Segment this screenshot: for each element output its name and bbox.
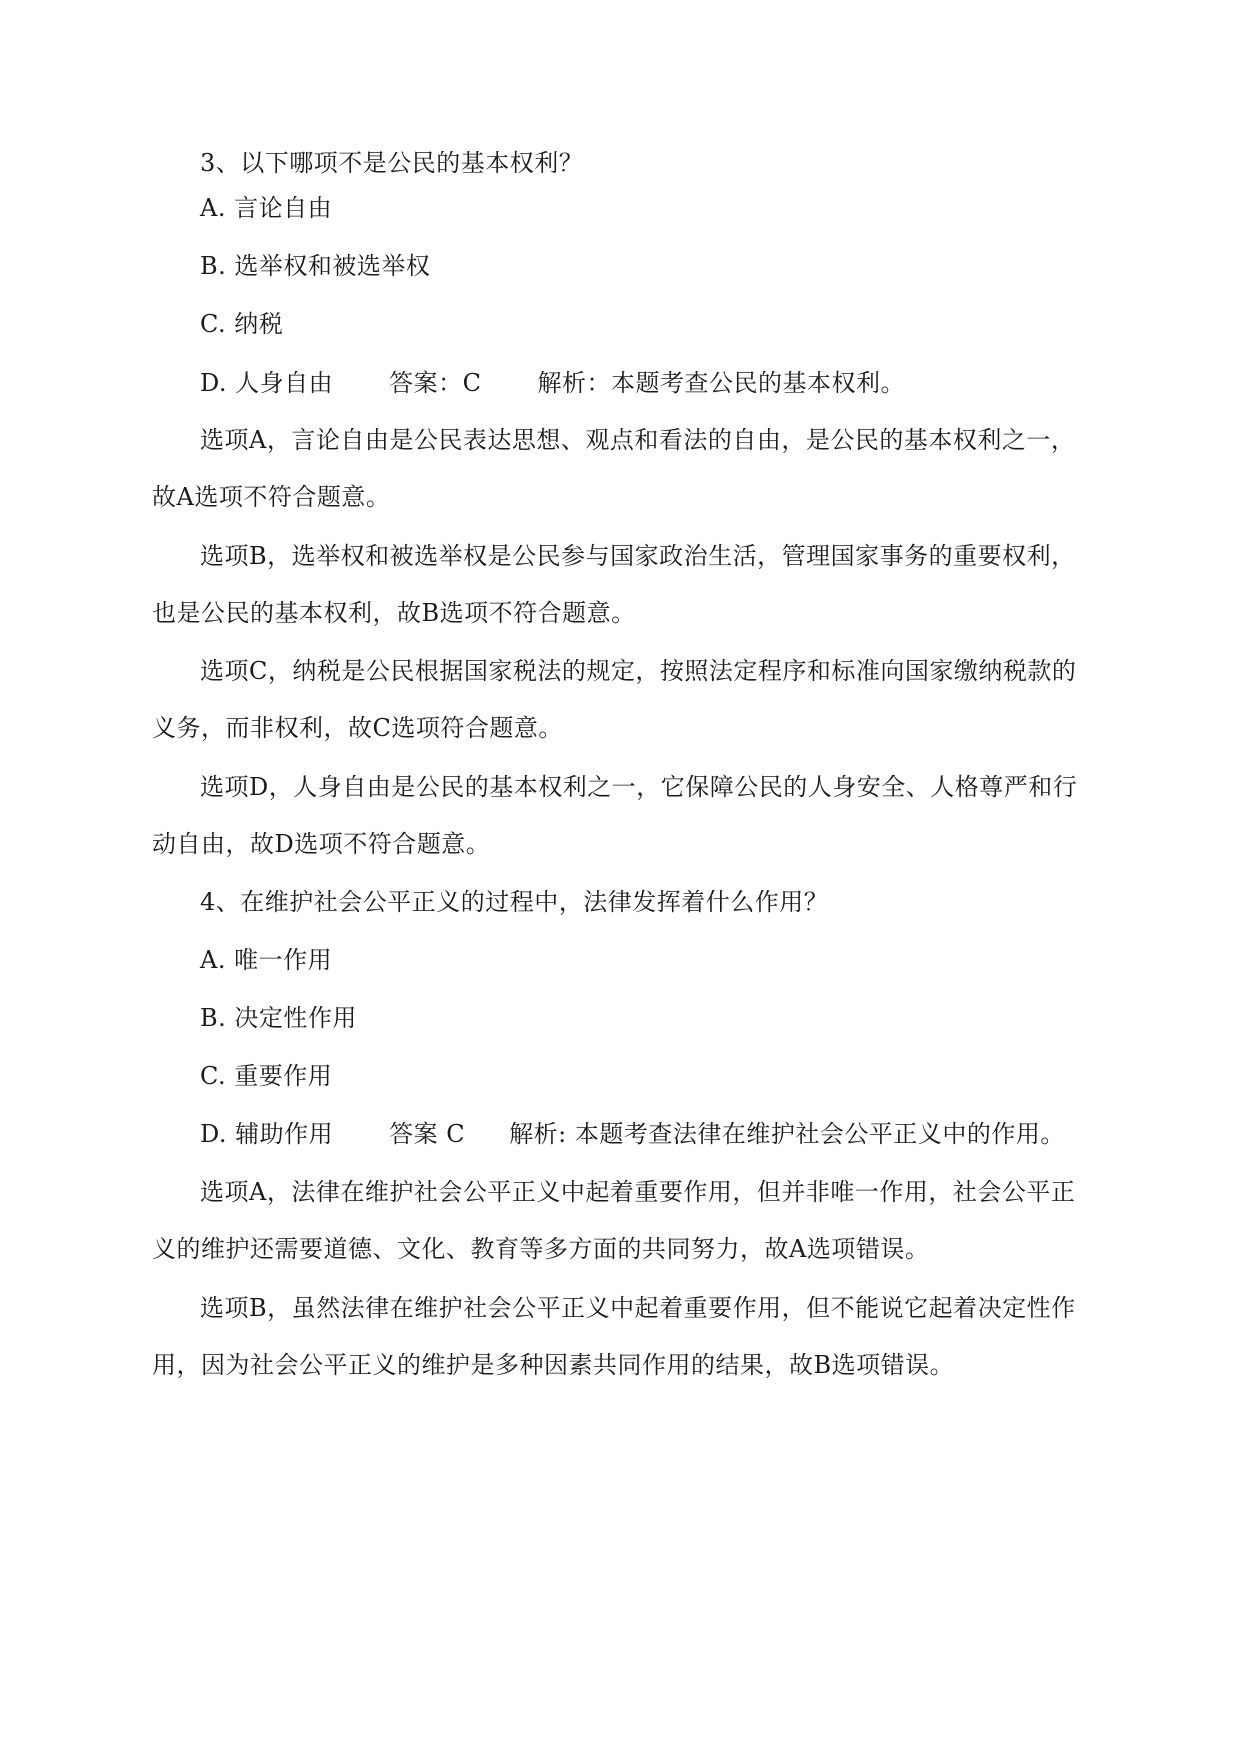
q3-explanation-c-line1: 选项C，纳税是公民根据国家税法的规定，按照法定程序和标准向国家缴纳税款的	[200, 657, 1077, 685]
q4-option-b: B. 决定性作用	[200, 1004, 357, 1032]
q3-option-d: D. 人身自由	[200, 369, 334, 397]
q4-explanation-a-line2: 义的维护还需要道德、文化、教育等多方面的共同努力，故A选项错误。	[152, 1235, 930, 1263]
q3-option-a: A. 言论自由	[200, 194, 333, 222]
q4-question: 4、在维护社会公平正义的过程中，法律发挥着什么作用？	[200, 888, 829, 916]
q3-explanation-d-line2: 动自由，故D选项不符合题意。	[152, 830, 491, 858]
q4-option-d-row	[200, 1117, 1092, 1151]
q4-explanation-b-line1: 选项B，虽然法律在维护社会公平正义中起着重要作用，但不能说它起着决定性作	[200, 1294, 1076, 1322]
q3-explanation-b-line1: 选项B，选举权和被选举权是公民参与国家政治生活，管理国家事务的重要权利，	[200, 542, 1076, 570]
q3-question: 3、以下哪项不是公民的基本权利？	[200, 149, 584, 177]
q4-answer: 答案 C	[389, 1120, 466, 1148]
q4-analysis: 解析: 本题考查法律在维护社会公平正义中的作用。	[509, 1120, 1065, 1148]
q4-option-a: A. 唯一作用	[200, 946, 333, 974]
q3-explanation-d-line1: 选项D，人身自由是公民的基本权利之一，它保障公民的人身安全、人格尊严和行	[200, 773, 1078, 801]
q3-option-b: B. 选举权和被选举权	[200, 252, 431, 280]
q4-option-d: D. 辅助作用	[200, 1120, 334, 1148]
q4-explanation-b-line2: 用，因为社会公平正义的维护是多种因素共同作用的结果，故B选项错误。	[152, 1351, 955, 1379]
q3-option-d-row	[200, 366, 1092, 400]
q3-explanation-a-line1: 选项A，言论自由是公民表达思想、观点和看法的自由，是公民的基本权利之一，	[200, 426, 1076, 454]
q4-option-c: C. 重要作用	[200, 1062, 333, 1090]
q3-analysis: 解析：本题考查公民的基本权利。	[537, 369, 906, 397]
q3-answer: 答案：C	[389, 369, 482, 397]
q3-option-c: C. 纳税	[200, 310, 284, 338]
q3-explanation-c-line2: 义务，而非权利，故C选项符合题意。	[152, 714, 563, 742]
q3-explanation-b-line2: 也是公民的基本权利，故B选项不符合题意。	[152, 599, 636, 627]
q4-explanation-a-line1: 选项A，法律在维护社会公平正义中起着重要作用，但并非唯一作用，社会公平正	[200, 1178, 1076, 1206]
q3-explanation-a-line2: 故A选项不符合题意。	[152, 483, 391, 511]
